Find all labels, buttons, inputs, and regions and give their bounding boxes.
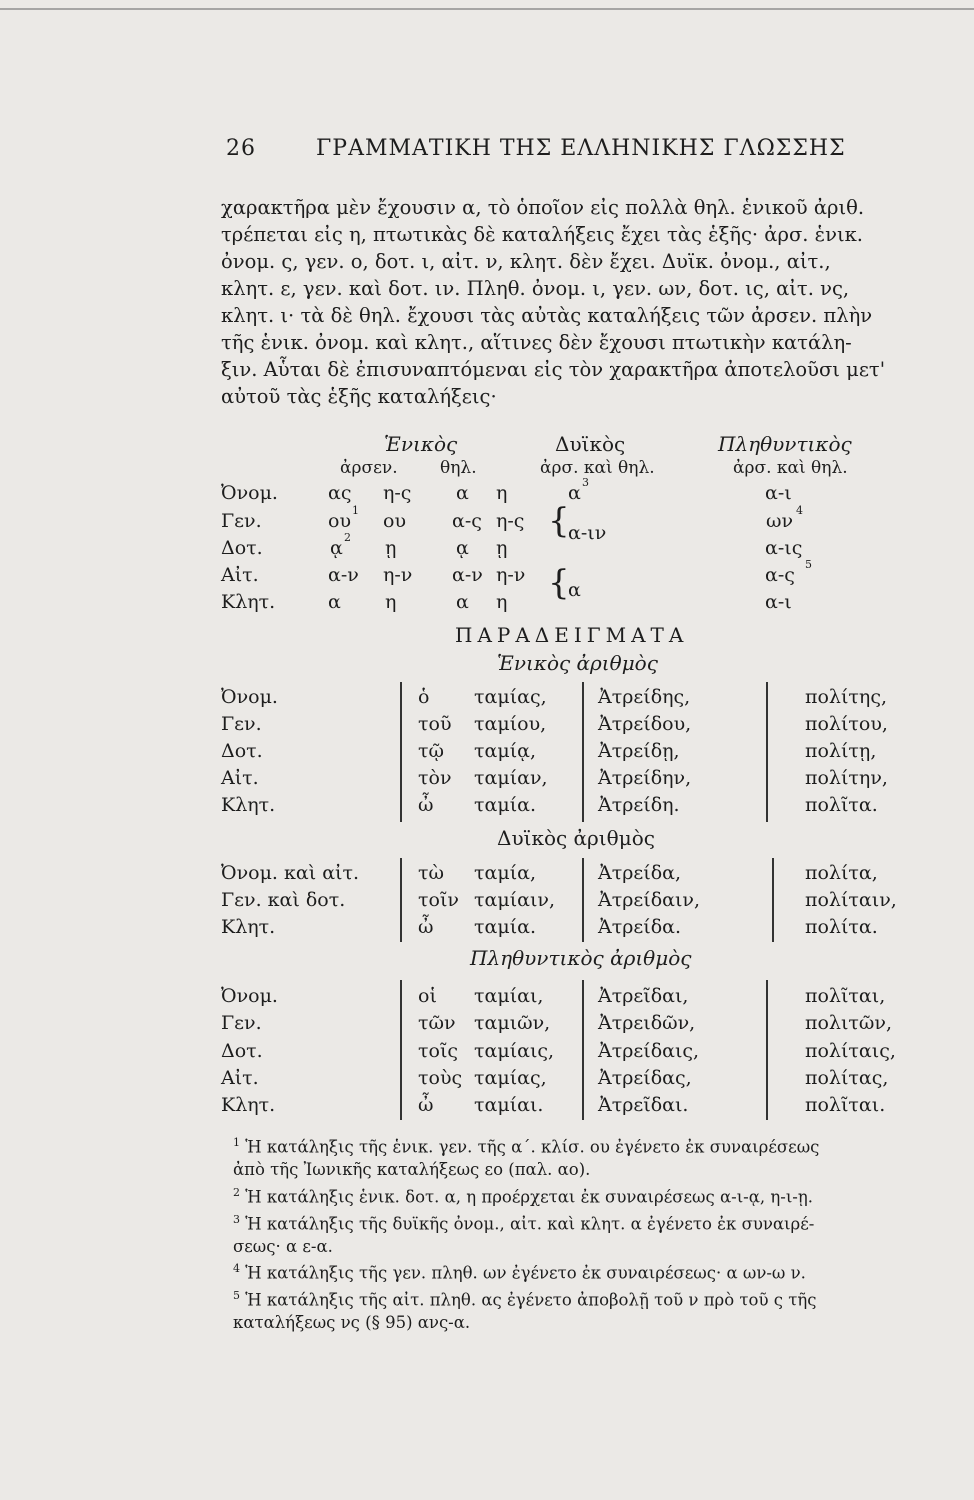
ending-masc1: ας <box>328 482 352 504</box>
intro-line: χαρακτῆρα μὲν ἔχουσιν α, τὸ ὁποῖον εἰς πολλὰ θηλ. ἑνικοῦ ἀριθ. <box>221 196 865 219</box>
ending-masc1: α-ν <box>328 564 359 586</box>
footnote <box>233 1209 953 1236</box>
ending-dual-acc-voc: α <box>568 579 581 601</box>
word-polites: πολίτης, <box>805 686 887 708</box>
ending-fem2: η <box>496 482 508 504</box>
subheader-plural: ἀρσ. καὶ θηλ. <box>733 458 848 478</box>
article: τοὺς <box>418 1067 463 1089</box>
intro-line: αὐτοῦ τὰς ἑξῆς καταλήξεις· <box>221 385 497 408</box>
ending-masc1: ᾳ <box>330 537 343 559</box>
column-divider <box>400 858 402 942</box>
word-atreides: Ἀτρείδα, <box>598 862 682 884</box>
case-label: Γεν. <box>221 510 262 532</box>
case-label: Δοτ. <box>221 537 263 559</box>
brace-acc-voc: { <box>548 563 570 603</box>
word-polites: πολίταιν, <box>805 889 897 911</box>
word-tamias: ταμιῶν, <box>474 1012 551 1034</box>
running-title: ΓΡΑΜΜΑΤΙΚΗ ΤΗΣ ΕΛΛΗΝΙΚΗΣ ΓΛΩΣΣΗΣ <box>316 136 846 161</box>
footnotes <box>233 1132 953 1335</box>
case-label: Κλητ. <box>221 916 276 938</box>
footnote-text: Ἡ κατάληξις ἑνικ. δοτ. α, η προέρχεται ἐκ συναιρέσεως α-ι-ᾳ, η-ι-ῃ. <box>245 1187 814 1206</box>
subheader-dual: ἀρσ. καὶ θηλ. <box>540 458 655 478</box>
word-tamias: ταμίᾳ, <box>474 740 537 762</box>
footnote-number: 2 <box>233 1185 240 1199</box>
intro-line: τρέπεται εἰς η, πτωτικὰς δὲ καταλήξεις ἔχει τὰς ἑξῆς· ἀρσ. ἑνικ. <box>221 223 863 246</box>
ending-fem1: ᾳ <box>456 537 469 559</box>
ending-fem1: α-ς <box>452 510 482 532</box>
article: ὦ <box>418 1094 434 1116</box>
word-atreides: Ἀτρείδαιν, <box>598 889 701 911</box>
word-polites: πολίτας, <box>805 1067 889 1089</box>
article: τοῖς <box>418 1040 459 1062</box>
article: ὁ <box>418 686 430 708</box>
ending-plural: α-ι <box>765 482 792 504</box>
footnote-continuation: σεως· α ε-α. <box>233 1236 333 1256</box>
footnote-text: Ἡ κατάληξις τῆς αἰτ. πληθ. ας ἐγένετο ἀποβολῇ τοῦ ν πρὸ τοῦ ς τῆς <box>245 1290 817 1310</box>
column-divider <box>582 980 584 1120</box>
section-heading: Δυϊκὸς ἀριθμὸς <box>497 826 655 850</box>
word-tamias: ταμίαι. <box>474 1094 544 1116</box>
word-polites: πολῖται. <box>805 1094 886 1116</box>
word-atreides: Ἀτρείδαις, <box>598 1040 700 1062</box>
word-tamias: ταμία. <box>474 916 537 938</box>
word-polites: πολίταις, <box>805 1040 896 1062</box>
brace-gen-dat: { <box>548 501 570 541</box>
word-atreides: Ἀτρείδην, <box>598 767 692 789</box>
case-label: Γεν. <box>221 1012 262 1034</box>
column-divider <box>400 682 402 822</box>
case-label: Κλητ. <box>221 591 276 613</box>
ending-masc2: η <box>385 591 397 613</box>
word-tamias: ταμίαιν, <box>474 889 556 911</box>
ending-masc2: ῃ <box>385 537 397 559</box>
intro-line: ὀνομ. ς, γεν. ο, δοτ. ι, αἰτ. ν, κλητ. δὲν ἔχει. Δυϊκ. ὀνομ., αἰτ., <box>221 250 831 273</box>
article: ὦ <box>418 916 434 938</box>
article: τῷ <box>418 740 445 762</box>
footnote-ref: 1 <box>352 504 359 517</box>
ending-fem2: η <box>496 591 508 613</box>
word-atreides: Ἀτρεῖδαι. <box>598 1094 689 1116</box>
section-heading: Ἑνικὸς ἀριθμὸς <box>497 651 658 675</box>
ending-fem2: ῃ <box>496 537 508 559</box>
footnote-ref: 4 <box>796 504 803 517</box>
word-polites: πολίτου, <box>805 713 888 735</box>
column-divider <box>766 682 768 822</box>
column-divider <box>766 980 768 1120</box>
word-tamias: ταμίας, <box>474 686 547 708</box>
word-atreides: Ἀτρεῖδαι, <box>598 985 689 1007</box>
case-label: Δοτ. <box>221 740 263 762</box>
word-atreides: Ἀτρείδη. <box>598 794 680 816</box>
ending-masc1: ου <box>328 510 351 532</box>
word-tamias: ταμίας, <box>474 1067 547 1089</box>
word-tamias: ταμίαις, <box>474 1040 555 1062</box>
footnote-text: Ἡ κατάληξις τῆς γεν. πληθ. ων ἐγένετο ἐκ συναιρέσεως· α ων-ω ν. <box>245 1263 806 1283</box>
ending-fem2: η-ς <box>496 510 525 532</box>
footnote-number: 1 <box>233 1136 240 1149</box>
case-label: Δοτ. <box>221 1040 263 1062</box>
case-label: Αἰτ. <box>221 1067 259 1089</box>
case-label: Γεν. καὶ δοτ. <box>221 889 346 911</box>
header-dual: Δυϊκὸς <box>555 432 626 456</box>
section-heading: Πληθυντικὸς ἀριθμὸς <box>470 946 692 970</box>
word-atreides: Ἀτρείδης, <box>598 686 691 708</box>
case-label: Γεν. <box>221 713 262 735</box>
ending-plural: α-ις <box>765 537 803 559</box>
article: ὦ <box>418 794 434 816</box>
footnote-continuation: ἀπὸ τῆς Ἰωνικῆς καταλήξεως εο (παλ. αο). <box>233 1160 591 1179</box>
word-tamias: ταμίου, <box>474 713 547 735</box>
word-atreides: Ἀτρείδῃ, <box>598 740 680 762</box>
word-polites: πολίτῃ, <box>805 740 877 762</box>
case-label: Ὀνομ. καὶ αἰτ. <box>221 862 360 884</box>
ending-dual-gen-dat: α-ιν <box>568 522 607 544</box>
word-polites: πολίτην, <box>805 767 888 789</box>
column-divider <box>582 682 584 822</box>
article: τοῦ <box>418 713 452 735</box>
intro-paragraph <box>221 194 927 410</box>
case-label: Αἰτ. <box>221 564 259 586</box>
ending-plural: α-ς <box>765 564 795 586</box>
case-label: Αἰτ. <box>221 767 259 789</box>
page-number: 26 <box>226 136 256 161</box>
header-singular: Ἑνικὸς <box>384 432 458 456</box>
case-label: Ὀνομ. <box>221 482 278 504</box>
subheader-masc: ἀρσεν. <box>340 458 398 478</box>
intro-line: κλητ. ι· τὰ δὲ θηλ. ἔχουσι τὰς αὐτὰς καταλήξεις τῶν ἀρσεν. πλὴν <box>221 304 873 327</box>
intro-line: κλητ. ε, γεν. καὶ δοτ. ιν. Πληθ. ὀνομ. ι, γεν. ων, δοτ. ις, αἰτ. νς, <box>221 277 850 300</box>
word-atreides: Ἀτρείδας, <box>598 1067 692 1089</box>
footnote-text: Ἡ κατάληξις τῆς ἑνικ. γεν. τῆς α΄. κλίσ. ου ἐγένετο ἐκ συναιρέσεως <box>245 1137 820 1157</box>
word-tamias: ταμία. <box>474 794 537 816</box>
footnote <box>233 1182 953 1209</box>
word-polites: πολῖτα. <box>805 794 878 816</box>
intro-line: ξιν. Αὗται δὲ ἐπισυναπτόμεναι εἰς τὸν χαρακτῆρα ἀποτελοῦσι μετ' <box>221 358 886 381</box>
footnote <box>233 1285 953 1312</box>
word-polites: πολίτα, <box>805 862 878 884</box>
ending-masc2: ου <box>383 510 406 532</box>
word-atreides: Ἀτρείδα. <box>598 916 682 938</box>
subheader-fem: θηλ. <box>440 458 477 478</box>
ending-fem1: α <box>456 482 469 504</box>
footnote-continuation: καταλήξεως νς (§ 95) ανς-α. <box>233 1313 471 1332</box>
footnote-ref: 5 <box>805 558 812 571</box>
header-plural: Πληθυντικὸς <box>718 432 852 456</box>
case-label: Κλητ. <box>221 794 276 816</box>
case-label: Ὀνομ. <box>221 985 278 1007</box>
ending-masc1: α <box>328 591 341 613</box>
ending-fem1: α-ν <box>452 564 483 586</box>
article: τὸν <box>418 767 452 789</box>
footnote-ref: 3 <box>582 476 589 489</box>
article: τοῖν <box>418 889 459 911</box>
case-label: Ὀνομ. <box>221 686 278 708</box>
ending-plural: ων <box>766 510 794 532</box>
case-label: Κλητ. <box>221 1094 276 1116</box>
footnote-number: 3 <box>233 1212 240 1226</box>
word-polites: πολιτῶν, <box>805 1012 893 1034</box>
word-tamias: ταμίαν, <box>474 767 548 789</box>
ending-masc2: η-ς <box>383 482 412 504</box>
footnote-text: Ἡ κατάληξις τῆς δυϊκῆς ὀνομ., αἰτ. καὶ κλητ. α ἐγένετο ἐκ συναιρέ- <box>245 1214 815 1233</box>
paradigms-title: ΠΑΡΑΔΕΙΓΜΑΤΑ <box>455 623 689 647</box>
ending-plural: α-ι <box>765 591 792 613</box>
ending-masc2: η-ν <box>383 564 413 586</box>
article: οἱ <box>418 985 437 1007</box>
word-atreides: Ἀτρείδου, <box>598 713 692 735</box>
footnote-number: 4 <box>233 1262 240 1275</box>
footnote-number: 5 <box>233 1289 240 1302</box>
ending-fem1: α <box>456 591 469 613</box>
footnote <box>233 1258 953 1285</box>
word-tamias: ταμία, <box>474 862 537 884</box>
article: τῶν <box>418 1012 456 1034</box>
column-divider <box>400 980 402 1120</box>
column-divider <box>582 858 584 942</box>
footnote-ref: 2 <box>344 531 351 544</box>
footnote <box>233 1132 953 1159</box>
article: τὼ <box>418 862 445 884</box>
word-tamias: ταμίαι, <box>474 985 544 1007</box>
ending-fem2: η-ν <box>496 564 526 586</box>
word-polites: πολίτα. <box>805 916 878 938</box>
intro-line: τῆς ἑνικ. ὀνομ. καὶ κλητ., αἵτινες δὲν ἔχουσι πτωτικὴν κατάλη- <box>221 331 852 354</box>
word-atreides: Ἀτρειδῶν, <box>598 1012 696 1034</box>
column-divider <box>772 858 774 942</box>
ending-dual: α <box>568 482 581 504</box>
word-polites: πολῖται, <box>805 985 886 1007</box>
top-rule <box>0 8 974 10</box>
